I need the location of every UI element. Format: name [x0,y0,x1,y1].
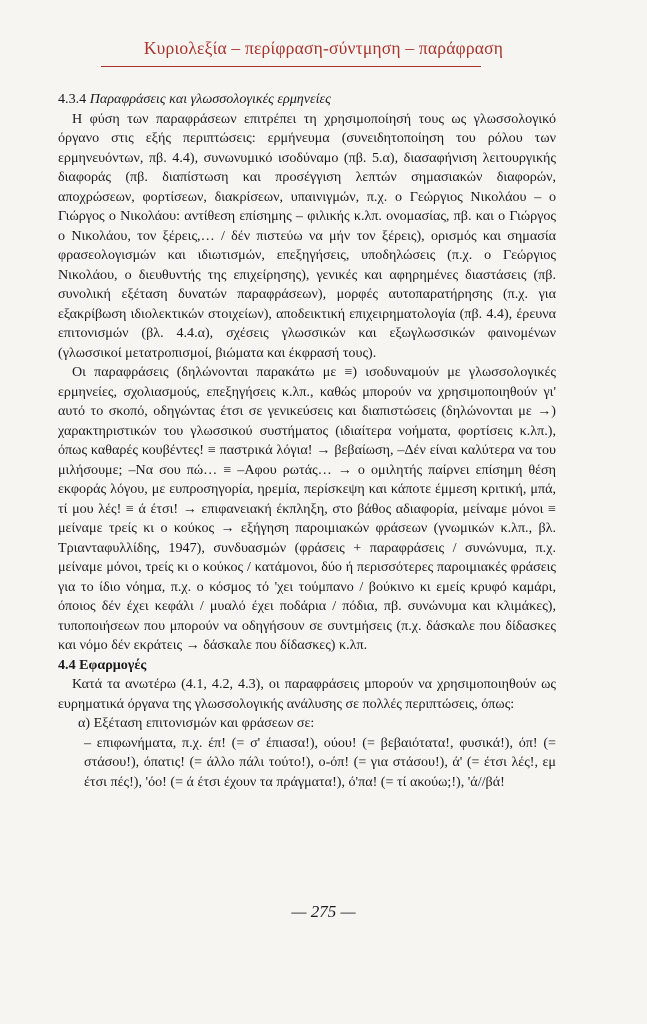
section-intro: Κατά τα ανωτέρω (4.1, 4.2, 4.3), οι παραφράσεις μπορούν να χρησιμοποιηθούν ως ευρηματικά όργανα της γλωσσολογικής ανάλυσης σε πολλές περιπτώσεις, όπως: [58,676,556,712]
list-item-a: α) Εξέταση επιτονισμών και φράσεων σε: [78,715,315,731]
main-text [58,90,556,792]
header-rule [101,66,481,67]
list-subitem: – επιφωνήματα, π.χ. έπ! (= σ' έπιασα!), ούου! (= βεβαιότατα!, φυσικά!), όπ! (= στάσου!), όπατις! (= άλλο πάλι τούτο!), ο-όπ! (= για στάσου!), ά' (= έτσι λές!, εμ έτσι πές!), 'όο! (= ά έτσι έχουν τα πράγματα!), ό'πα! (= τί ακούω;!), 'ά//βά! [84,734,556,790]
section-heading-4-3-4 [58,90,556,110]
paragraph-1: Η φύση των παραφράσεων επιτρέπει τη χρησιμοποίησή τους ως γλωσσολογικό όργανο στις εξής περιπτώσεις: ερμήνευμα (συνειδητοποίηση του ρόλου των ερμηνευόντων, πβ. 4.4), συνωνυμικό ισοδύναμο (πβ. 5.α), διασαφήνιση λειτουργικής διαφοράς (πβ. διαπίστωση και προσέγγιση λεπτών σημασιακών διαφορών, αποχρώσεων, φορτίσεων, διακρίσεων, υπαινιγμών, π.χ. ο Γεώργιος Νικολάου – ο Γιώργος ο Νικολάου: αντίθεση επίσημης – φιλικής κ.λπ. ονομασίας, πβ. και ο Γιώργος ο Νικολάου, τον ξέρεις,… / δέν πιστεύω να μήν τον ξέρεις), ορισμός και σημασία φρασεολογισμών και ιδιωτισμών, επεξηγήσεις, υποδηλώσεις (π.χ. ο Γεώργιος Νικολάου, ο διευθυντής της επιχείρησης), γενικές και αφηρημένες διαστάσεις (πβ. συνολική εξέταση δυνατών παραφράσεων), μορφές αυτοπαρατήρησης (π.χ. για εξακρίβωση ιδιολεκτικών στοιχείων), αποδεικτική επιχειρηματολογία (πβ. 4.4), έρευνα επιτονισμών (βλ. 4.4.α), σχέσεις γλωσσικών και εξωγλωσσικών φαινομένων (γλωσσικοί μετατροπισμοί, βιώματα και έκφρασή τους). [58,110,556,361]
section-number: 4.3.4 [58,91,87,107]
section-title: Παραφράσεις και γλωσσολογικές ερμηνείες [89,91,331,107]
running-header: Κυριολεξία – περίφραση-σύντμηση – παράφραση [143,38,504,58]
page-number: — 275 — [291,902,356,921]
paragraph-2: Οι παραφράσεις (δηλώνονται παρακάτω με ≡) ισοδυναμούν με γλωσσολογικές ερμηνείες, σχολιασμούς, επεξηγήσεις κ.λπ., καθώς μπορούν να χρησιμοποιηθούν γι' αυτό το σκοπό, οδηγώντας έτσι σε γενικεύσεις και διαπιστώσεις (δηλώνονται με →) χαρακτηριστικών του γλωσσικού συστήματος (ιδιαίτερα νοήματα, φορτίσεις κ.λπ.), όπως καθαρές κουβέντες! ≡ παστρικά λόγια! → βεβαίωση, –Δέν είναι καλύτερα να του μιλήσουμε; –Να σου πώ… ≡ –Αφου ρωτάς… → ο ομιλητής παίρνει επίσημη θέση εκφοράς λόγου, με ευπροσηγορία, ηρεμία, περίσκεψη και κάποτε έμμεση κριτική, μπά, τί μου λές! ≡ ά έτσι! → επιφανειακή έκπληξη, στο βάθος αδιαφορία, μείναμε μόνοι ≡ μείναμε τρείς κι ο κούκος → εξήγηση παροιμιακών φράσεων (γνωμικών κ.λπ., βλ. Τριανταφυλλίδης, 1947), συνδυασμών (φράσεις + παραφράσεις / συνώνυμα, π.χ. μείναμε μόνοι, τρείς κι ο κούκος / κατάμονοι, δύο ή περισσότερες παροιμιακές φράσεις για το ίδιο νόημα, π.χ. ο κόσμος τό 'χει τούμπανο / βούκινο κι εμείς κρυφό καμάρι, όποιος δέν έχει κεφάλι / μυαλό έχει ποδάρια / πόδια, πβ. συνώνυμα και κλιμάκες), τυποποιήσεων που μπορούν να οδηγήσουν σε συντμήσεις (π.χ. δάσκαλε που δίδασκες και νόμο δέν εκράτεις → δάσκαλε που δίδασκες) κ.λπ. [58,364,556,653]
section-heading-4-4: 4.4 Εφαρμογές [58,656,147,673]
